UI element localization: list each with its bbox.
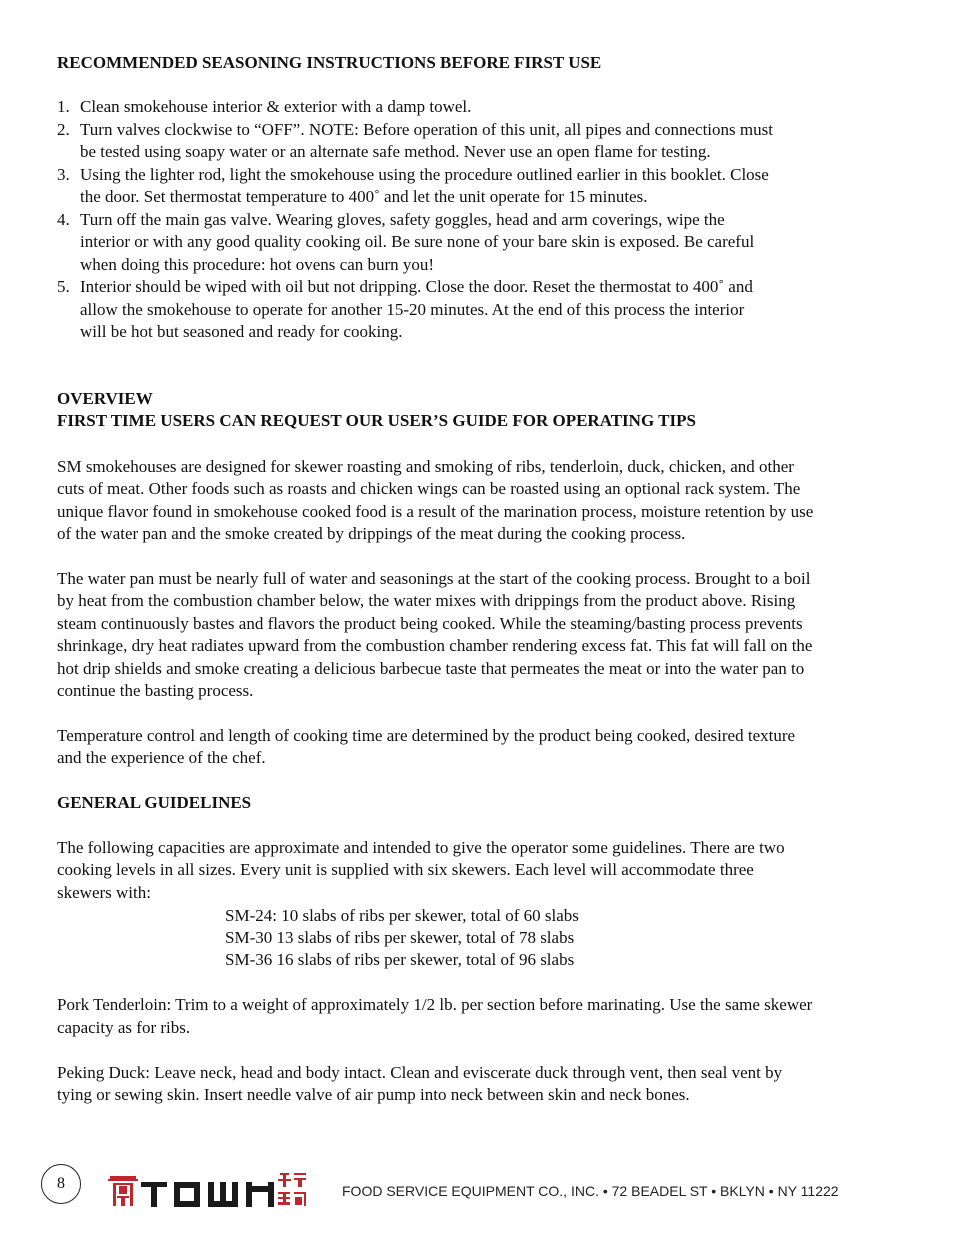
overview-heading: OVERVIEW [57, 389, 153, 408]
paragraph-line: unique flavor found in smokehouse cooked food is a result of the marination process, moisture retention by use [57, 502, 814, 521]
paragraph-line: SM smokehouses are designed for skewer roasting and smoking of ribs, tenderloin, duck, chicken, and other [57, 457, 794, 476]
capacity-item: SM-30 13 slabs of ribs per skewer, total of 78 slabs [225, 928, 575, 947]
step-number: 5. [57, 277, 70, 296]
step-line: interior or with any good quality cooking oil. Be sure none of your bare skin is exposed. Be careful [80, 232, 755, 251]
page-footer [0, 1160, 954, 1220]
capacity-item: SM-24: 10 slabs of ribs per skewer, total of 60 slabs [225, 906, 579, 925]
paragraph-line: of the water pan and the smoke created by drippings of the meat during the cooking process. [57, 524, 686, 543]
paragraph-line: The following capacities are approximate and intended to give the operator some guidelines. There are two [57, 838, 785, 857]
paragraph-line: Pork Tenderloin: Trim to a weight of approximately 1/2 lb. per section before marinating. Use the same skewer [57, 995, 813, 1014]
paragraph-line: hot drip shields and smoke creating a delicious barbecue taste that permeates the meat or into the water pan to [57, 659, 805, 678]
step-number: 2. [57, 120, 70, 139]
guidelines-heading: GENERAL GUIDELINES [57, 793, 252, 812]
paragraph-line: Peking Duck: Leave neck, head and body intact. Clean and eviscerate duck through vent, then seal vent by [57, 1063, 783, 1082]
company-address: FOOD SERVICE EQUIPMENT CO., INC. • 72 BEADEL ST • BKLYN • NY 11222 [342, 1183, 839, 1199]
step-line: be tested using soapy water or an alternate safe method. Never use an open flame for testing. [80, 142, 711, 161]
step-line: Turn valves clockwise to “OFF”. NOTE: Before operation of this unit, all pipes and connections must [80, 120, 773, 139]
step-line: the door. Set thermostat temperature to 400˚ and let the unit operate for 15 minutes. [80, 187, 648, 206]
overview-subheading: FIRST TIME USERS CAN REQUEST OUR USER’S GUIDE FOR OPERATING TIPS [57, 411, 696, 430]
step-number: 3. [57, 165, 70, 184]
step-line: Interior should be wiped with oil but not dripping. Close the door. Reset the thermostat to 400˚ and [80, 277, 753, 296]
step-number: 4. [57, 210, 70, 229]
paragraph-line: The water pan must be nearly full of water and seasonings at the start of the cooking process. Brought to a boil [57, 569, 811, 588]
paragraph-line: steam continuously bastes and flavors the product being cooked. While the steaming/basting process prevents [57, 614, 803, 633]
step-number: 1. [57, 97, 70, 116]
step-line: when doing this procedure: hot ovens can burn you! [80, 255, 435, 274]
paragraph-line: tying or sewing skin. Insert needle valve of air pump into neck between skin and neck bones. [57, 1085, 690, 1104]
paragraph-line: capacity as for ribs. [57, 1018, 191, 1037]
town-logo [108, 1170, 330, 1210]
paragraph-line: and the experience of the chef. [57, 748, 266, 767]
seasoning-heading: RECOMMENDED SEASONING INSTRUCTIONS BEFORE FIRST USE [57, 53, 602, 72]
step-line: allow the smokehouse to operate for another 15-20 minutes. At the end of this process the interior [80, 300, 745, 319]
page-number: 8 [41, 1164, 81, 1204]
step-line: Clean smokehouse interior & exterior with a damp towel. [80, 97, 472, 116]
paragraph-line: cooking levels in all sizes. Every unit is supplied with six skewers. Each level will accommodate three [57, 860, 754, 879]
paragraph-line: continue the basting process. [57, 681, 254, 700]
step-line: Using the lighter rod, light the smokehouse using the procedure outlined earlier in this booklet. Close [80, 165, 769, 184]
paragraph-line: Temperature control and length of cooking time are determined by the product being cooked, desired texture [57, 726, 796, 745]
paragraph-line: skewers with: [57, 883, 151, 902]
paragraph-line: cuts of meat. Other foods such as roasts and chicken wings can be roasted using an optional rack system. The [57, 479, 801, 498]
step-line: Turn off the main gas valve. Wearing gloves, safety goggles, head and arm coverings, wipe the [80, 210, 725, 229]
paragraph-line: by heat from the combustion chamber below, the water mixes with drippings from the product above. Rising [57, 591, 796, 610]
paragraph-line: shrinkage, dry heat radiates upward from the combustion chamber rendering excess fat. This fat will fall on the [57, 636, 813, 655]
capacity-item: SM-36 16 slabs of ribs per skewer, total of 96 slabs [225, 950, 575, 969]
step-line: will be hot but seasoned and ready for cooking. [80, 322, 403, 341]
